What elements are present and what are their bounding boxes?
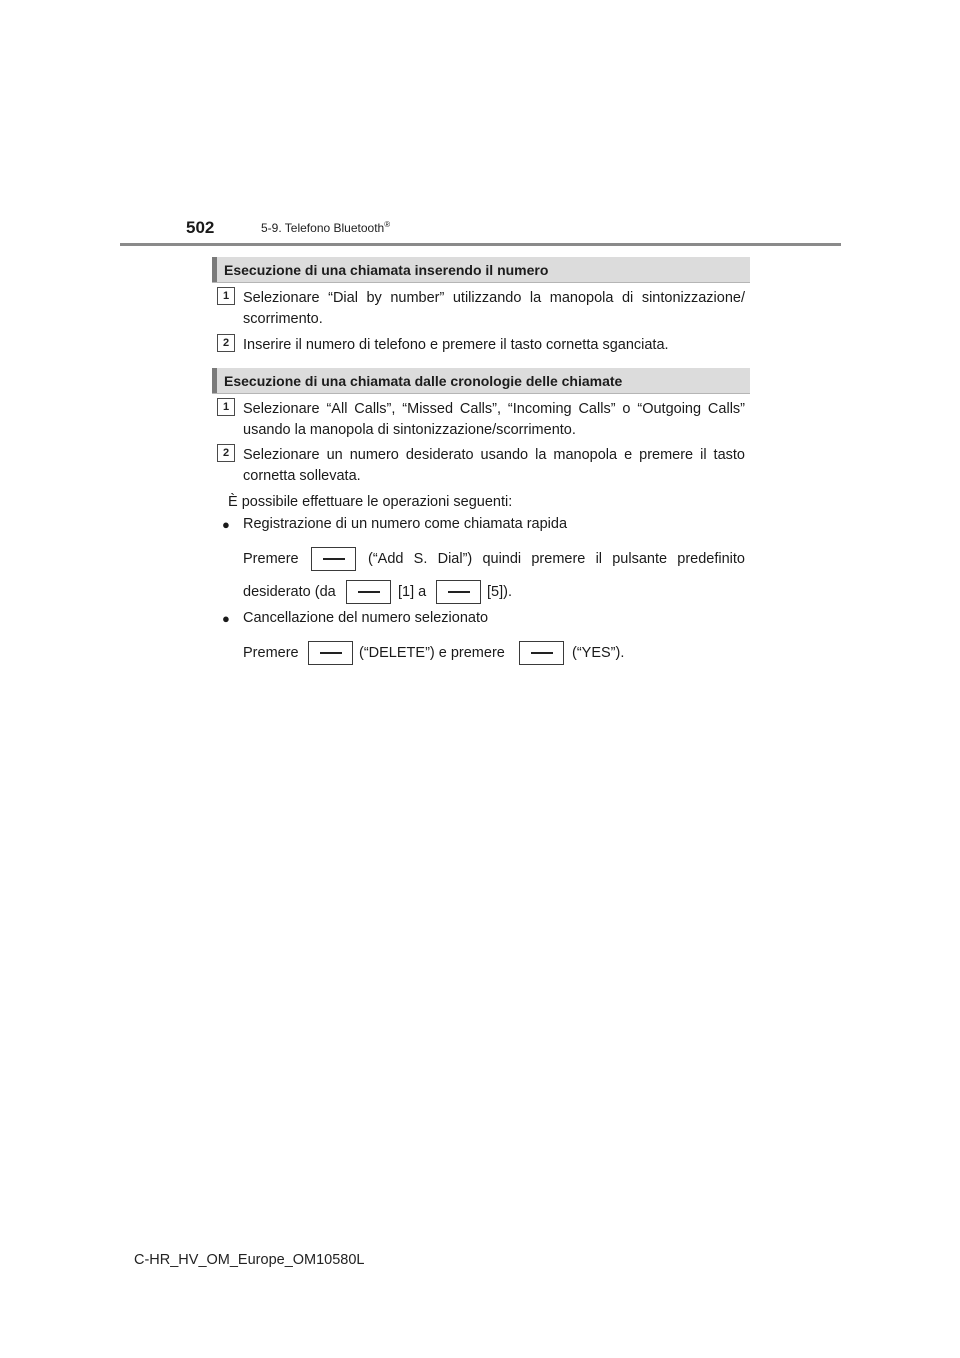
page-number: 502 xyxy=(186,218,215,237)
step-number-badge: 1 xyxy=(217,398,235,416)
delete-button-icon xyxy=(308,641,353,665)
section-title: Esecuzione di una chiamata inserendo il numero xyxy=(224,262,549,278)
step-text: Inserire il numero di telefono e premere il tasto cornetta sganciata. xyxy=(243,337,669,353)
header-rule xyxy=(120,243,841,246)
note-text: (“DELETE”) e premere xyxy=(359,645,505,661)
yes-button-icon xyxy=(519,641,564,665)
chapter-title-text: 5-9. Telefono Bluetooth xyxy=(261,221,385,235)
note-text: (“YES”). xyxy=(572,645,625,661)
chapter-title xyxy=(261,221,390,235)
section-header-dial-number xyxy=(212,257,750,283)
add-speed-dial-button-icon xyxy=(311,547,356,571)
preset-button-5-icon xyxy=(436,580,481,604)
notes-intro: È possibile effettuare le operazioni seguenti: xyxy=(228,494,513,510)
preset-button-1-icon xyxy=(346,580,391,604)
step-number-badge: 1 xyxy=(217,287,235,305)
note-item-title: Cancellazione del numero selezionato xyxy=(243,610,489,626)
step-text: Selezionare “All Calls”, “Missed Calls”, “Incoming Calls” o “Outgoing Calls” usando la manopola di sintonizzazione/scorrimento. xyxy=(243,401,745,438)
step-text: Selezionare “Dial by number” utilizzando la manopola di sintonizzazione/ scorrimento. xyxy=(243,290,745,327)
registered-mark: ® xyxy=(384,220,391,229)
note-text: Premere xyxy=(243,551,299,567)
step-number-badge: 2 xyxy=(217,444,235,462)
section-header-call-history xyxy=(212,368,750,394)
bullet-icon: ● xyxy=(222,517,230,532)
note-item-title: Registrazione di un numero come chiamata rapida xyxy=(243,516,568,532)
step-number-badge: 2 xyxy=(217,334,235,352)
footer-doc-id: C-HR_HV_OM_Europe_OM10580L xyxy=(134,1252,365,1268)
note-text: [5]). xyxy=(487,584,512,600)
note-text: [1] a xyxy=(398,584,427,600)
note-text: desiderato (da xyxy=(243,584,336,600)
note-text: Premere xyxy=(243,645,299,661)
bullet-icon: ● xyxy=(222,611,230,626)
step-text: Selezionare un numero desiderato usando la manopola e premere il tasto cornetta sollevata. xyxy=(243,447,745,484)
section-title: Esecuzione di una chiamata dalle cronologie delle chiamate xyxy=(224,373,623,389)
note-text: (“Add S. Dial”) quindi premere il pulsante predefinito xyxy=(368,551,745,567)
